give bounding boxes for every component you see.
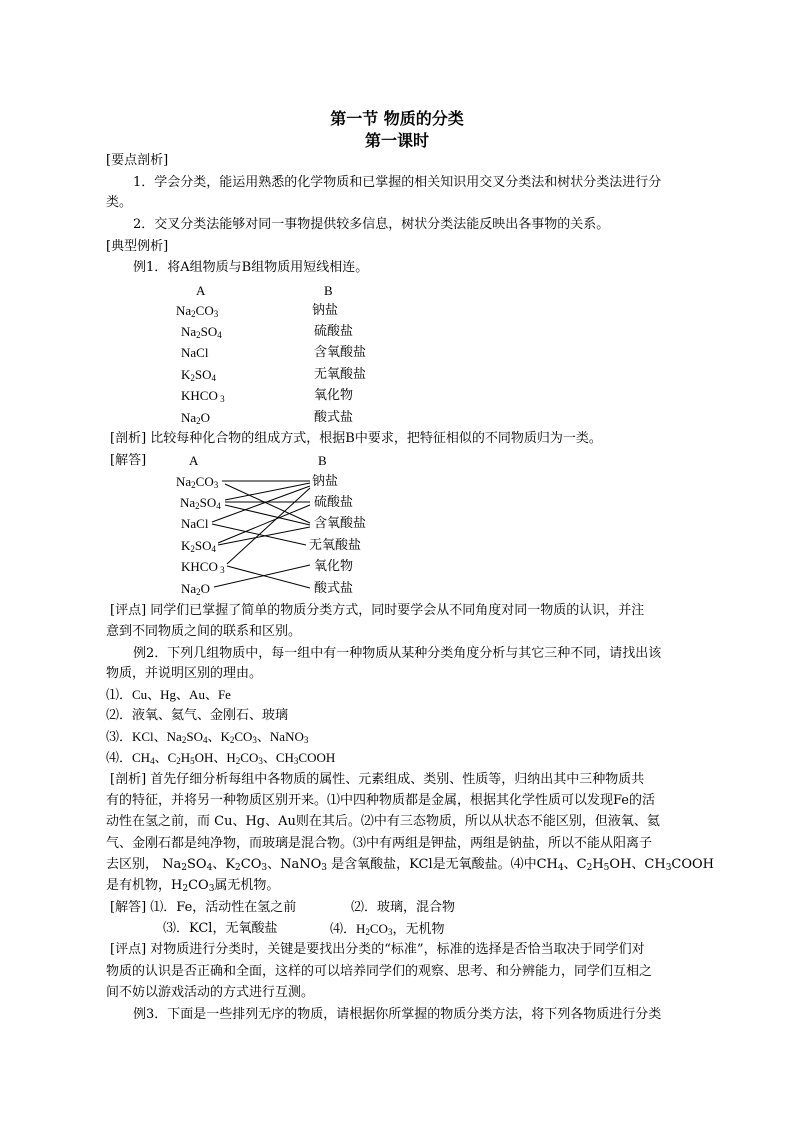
example-1-analysis: [剖析] 比较每种化合物的组成方式，根据B中要求，把特征相似的不同物质归为一类。 bbox=[110, 431, 602, 446]
match-line bbox=[225, 505, 310, 525]
example-1-comment-cont: 意到不同物质之间的联系和区别。 bbox=[106, 624, 302, 639]
question-a-item: NaCl bbox=[181, 345, 209, 360]
question-a-item: KHCO $_3$ bbox=[181, 388, 225, 404]
answer-b-item: 硫酸盐 bbox=[314, 495, 354, 510]
match-line bbox=[212, 486, 310, 522]
examples-label: [典型例析] bbox=[106, 239, 169, 254]
example-2-comment-1: [评点] 对物质进行分类时，关键是要找出分类的“标准”，标准的选择是否恰当取决于同学们对 bbox=[110, 942, 645, 957]
question-a-item: $Na_2CO_3$ bbox=[176, 303, 219, 319]
example-2-prompt-cont: 物质，并说明区别的理由。 bbox=[106, 666, 263, 681]
match-line bbox=[227, 566, 310, 588]
question-b-item: 酸式盐 bbox=[314, 410, 354, 425]
question-b-item: 无氧酸盐 bbox=[314, 367, 367, 382]
example-1-answer-label: [解答] bbox=[110, 453, 147, 468]
answer-b-item: 含氧酸盐 bbox=[314, 516, 367, 531]
match-line bbox=[218, 527, 310, 545]
example-2-answer-2: ⑵．玻璃，混合物 bbox=[351, 900, 456, 915]
example-2-analysis-2: 有的特征，并将另一种物质区别开来。⑴中四种物质都是金属，根据其化学性质可以发现Fe的活 bbox=[106, 793, 656, 808]
page-subtitle: 第一课时 bbox=[364, 131, 429, 150]
match-line bbox=[218, 505, 310, 543]
answer-b-item: 钠盐 bbox=[312, 474, 339, 489]
question-a-item: $Na_2SO_4$ bbox=[181, 324, 222, 340]
column-a-header: A bbox=[196, 283, 206, 298]
key-point-1: 1．学会分类，能运用熟悉的化学物质和已掌握的相关知识用交叉分类法和树状分类法进行分 bbox=[133, 175, 662, 190]
example-2-item-2: ⑵．液氧、氦气、金刚石、玻璃 bbox=[106, 708, 289, 723]
example-2-item-4: ⑷．$CH_4$、$C_2H_5OH$、$H_2CO_3$、$CH_3COOH$ bbox=[106, 750, 336, 766]
question-a-item: $Na_2O$ bbox=[181, 410, 211, 426]
example-2-item-1: ⑴．Cu、Hg、Au、Fe bbox=[106, 687, 231, 702]
question-b-item: 钠盐 bbox=[312, 303, 339, 318]
example-2-analysis-3: 动性在氢之前，而 Cu、Hg、Au则在其后。⑵中有三态物质，所以从状态不能区别，但液氧、氦 bbox=[106, 814, 660, 829]
example-3-prompt: 例3．下面是一些排列无序的物质，请根据你所掌握的物质分类方法，将下列各物质进行分类 bbox=[133, 1007, 662, 1022]
example-2-analysis-4: 气、金刚石都是纯净物，而玻璃是混合物。⑶中有两组是钾盐，两组是钠盐，所以不能从阳离子 bbox=[106, 836, 653, 851]
answer-b-item: 无氧酸盐 bbox=[309, 538, 362, 553]
example-2-item-3: ⑶．KCl、$Na_2SO_4$、$K_2CO_3$、NaNO$_3$ bbox=[106, 729, 309, 745]
match-line bbox=[225, 484, 310, 523]
answer-b-item: 酸式盐 bbox=[314, 581, 354, 596]
example-2-answer-4: ⑷．$H_2CO_3$，无机物 bbox=[330, 921, 445, 937]
key-point-1-cont: 类。 bbox=[106, 195, 133, 210]
example-2-analysis-6: 是有机物，$H_2CO_3$属无机物。 bbox=[106, 878, 280, 894]
question-a-item: $K_2SO_4$ bbox=[181, 367, 217, 383]
answer-a-item: $K_2SO_4$ bbox=[181, 538, 217, 554]
match-line bbox=[225, 483, 310, 500]
answer-b-item: 氧化物 bbox=[314, 559, 354, 574]
answer-a-item: KHCO $_3$ bbox=[181, 559, 225, 575]
answer-a-item: NaCl bbox=[181, 516, 209, 531]
match-line bbox=[212, 524, 306, 545]
answer-column-a-header: A bbox=[189, 453, 199, 468]
question-b-item: 氧化物 bbox=[314, 388, 354, 403]
example-1-comment: [评点] 同学们已掌握了简单的物质分类方式，同时要学会从不同角度对同一物质的认识，并注 bbox=[110, 603, 645, 618]
match-line bbox=[227, 488, 310, 564]
example-2-analysis-5: 去区别， $Na_2SO_4$、$K_2CO_3$、NaNO$_3$ 是含氧酸盐，KCl是无氧酸盐。⑷中$CH_4$、$C_2H_5OH$、$CH_3COOH$ bbox=[106, 857, 715, 873]
example-2-answer-1: [解答] ⑴．Fe，活动性在氢之前 bbox=[110, 900, 297, 915]
example-1-prompt: 例1．将A组物质与B组物质用短线相连。 bbox=[133, 260, 369, 275]
example-2-answer-3: ⑶．KCl，无氧酸盐 bbox=[163, 921, 278, 936]
example-2-comment-3: 间不妨以游戏活动的方式进行互测。 bbox=[106, 985, 315, 1000]
question-b-item: 硫酸盐 bbox=[314, 324, 354, 339]
example-2-analysis-1: [剖析] 首先仔细分析每组中各物质的属性、元素组成、类别、性质等，归纳出其中三种物质共 bbox=[110, 772, 645, 787]
column-b-header: B bbox=[324, 283, 333, 298]
answer-a-item: $Na_2CO_3$ bbox=[176, 474, 219, 490]
example-2-comment-2: 物质的认识是否正确和全面，这样的可以培养同学们的观察、思考、和分辨能力，同学们互相之 bbox=[106, 964, 653, 979]
key-points-label: [要点剖析] bbox=[106, 153, 169, 168]
match-line bbox=[214, 565, 310, 587]
key-point-2: 2．交叉分类法能够对同一事物提供较多信息，树状分类法能反映出各事物的关系。 bbox=[133, 217, 610, 232]
answer-a-item: $Na_2SO_4$ bbox=[180, 495, 221, 511]
answer-column-b-header: B bbox=[318, 453, 327, 468]
answer-a-item: $Na_2O$ bbox=[181, 581, 211, 597]
question-b-item: 含氧酸盐 bbox=[314, 345, 367, 360]
page-title: 第一节 物质的分类 bbox=[330, 109, 464, 128]
example-2-prompt: 例2．下列几组物质中，每一组中有一种物质从某种分类角度分析与其它三种不同，请找出该 bbox=[133, 646, 662, 661]
